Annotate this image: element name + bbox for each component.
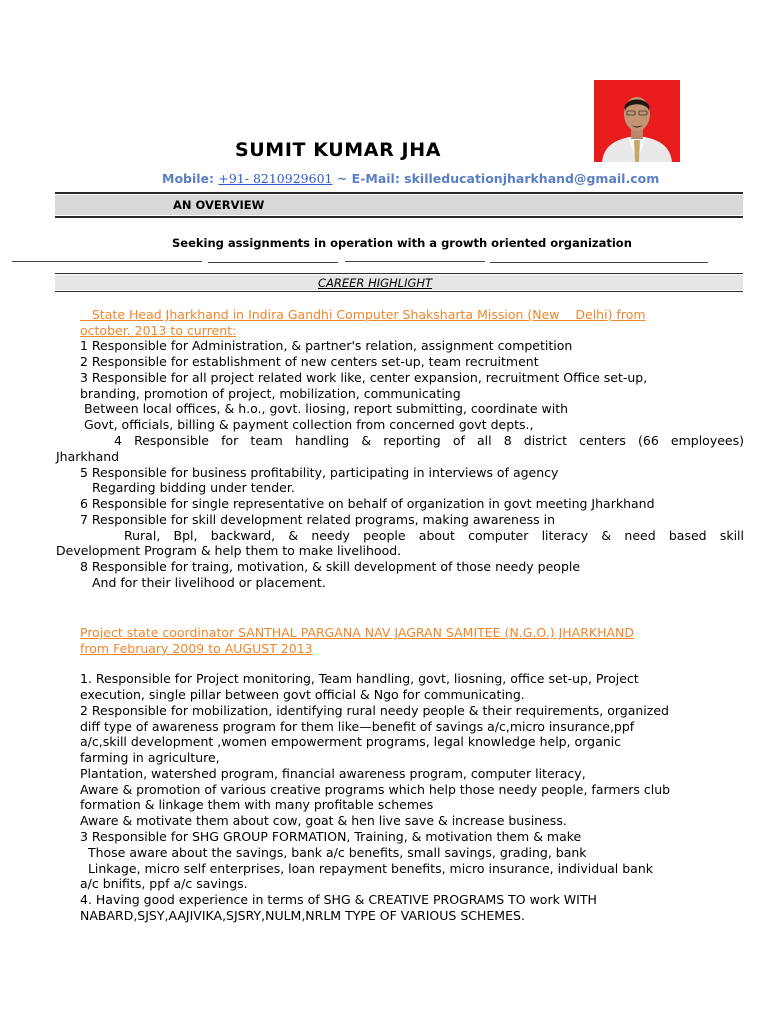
role-heading: october. 2013 to current: (80, 323, 237, 338)
phone-link[interactable]: +91- 8210929601 (218, 171, 333, 186)
role-line: Those aware about the savings, bank a/c benefits, small savings, grading, bank (80, 845, 587, 860)
role-line: a/c,skill development ,women empowerment programs, legal knowledge help, organic (80, 734, 621, 749)
role-line: 7 Responsible for skill development related programs, making awareness in (80, 512, 556, 527)
role-line: a/c bnifits, ppf a/c savings. (80, 876, 248, 891)
divider (345, 261, 485, 262)
overview-band (55, 195, 743, 215)
role-line: execution, single pillar between govt official & Ngo for communicating. (80, 687, 525, 702)
profile-photo (594, 80, 680, 162)
role-line: Between local offices, & h.o., govt. liosing, report submitting, coordinate with (80, 401, 569, 416)
divider (55, 273, 743, 274)
role-line: And for their livelihood or placement. (92, 575, 326, 590)
divider (208, 262, 338, 263)
role-line: formation & linkage them with many profitable schemes (80, 797, 434, 812)
career-band (55, 275, 743, 290)
role-line: Aware & motivate them about cow, goat & hen live save & increase business. (80, 813, 567, 828)
role-line: Govt, officials, billing & payment collection from concerned govt depts., (80, 417, 534, 432)
role-line: Plantation, watershed program, financial awareness program, computer literacy, (80, 766, 586, 781)
section-title-career: CAREER HIGHLIGHT (318, 276, 433, 290)
candidate-name: SUMIT KUMAR JHA (235, 139, 442, 161)
divider (55, 192, 743, 194)
divider (490, 262, 708, 263)
role-heading: State Head Jharkhand in Indira Gandhi Computer Shaksharta Mission (New Delhi) from (80, 307, 646, 322)
role-line: Rural, Bpl, backward, & needy people about computer literacy & need based skill (124, 528, 744, 543)
role-line: Regarding bidding under tender. (92, 480, 295, 495)
role-line: 8 Responsible for traing, motivation, & skill development of those needy people (80, 559, 581, 574)
role-line: 4 Responsible for team handling & reporting of all 8 district centers (66 employees) (114, 433, 744, 448)
role-line: Linkage, micro self enterprises, loan repayment benefits, micro insurance, individual bank (80, 861, 653, 876)
role-line: branding, promotion of project, mobilization, communicating (80, 386, 461, 401)
role-line: diff type of awareness program for them like—benefit of savings a/c,micro insurance,ppf (80, 719, 635, 734)
role-line: NABARD,SJSY,AAJIVIKA,SJSRY,NULM,NRLM TYPE OF VARIOUS SCHEMES. (80, 908, 525, 923)
objective-text: Seeking assignments in operation with a growth oriented organization (172, 236, 632, 250)
role-heading: from February 2009 to AUGUST 2013 (80, 641, 313, 656)
role-line: Development Program & help them to make livelihood. (56, 543, 402, 558)
role-line: farming in agriculture, (80, 750, 220, 765)
divider (55, 291, 743, 292)
role-line: 1 Responsible for Administration, & partner's relation, assignment competition (80, 338, 573, 353)
divider (12, 261, 202, 262)
role-line: 6 Responsible for single representative on behalf of organization in govt meeting Jharkhand (80, 496, 655, 511)
role-line: 3 Responsible for all project related work like, center expansion, recruitment Office set-up, (80, 370, 648, 385)
section-title-overview: AN OVERVIEW (173, 198, 265, 212)
role-line: Aware & promotion of various creative programs which help those needy people, farmers club (80, 782, 671, 797)
role-line: 5 Responsible for business profitability, participating in interviews of agency (80, 465, 559, 480)
divider (55, 216, 743, 218)
role-heading: Project state coordinator SANTHAL PARGANA NAV JAGRAN SAMITEE (N.G.O.) JHARKHAND (80, 625, 635, 640)
role-line: 3 Responsible for SHG GROUP FORMATION, Training, & motivation them & make (80, 829, 582, 844)
contact-line (162, 171, 659, 186)
email-label: ~ E-Mail: skilleducationjharkhand@gmail.com (332, 171, 660, 186)
mobile-label: Mobile: (162, 171, 219, 186)
role-line: 4. Having good experience in terms of SHG & CREATIVE PROGRAMS TO work WITH (80, 892, 597, 907)
role-line: 2 Responsible for establishment of new centers set-up, team recruitment (80, 354, 539, 369)
role-line: 1. Responsible for Project monitoring, Team handling, govt, liosning, office set-up, Project (80, 671, 639, 686)
role-line: Jharkhand (56, 449, 120, 464)
role-line: 2 Responsible for mobilization, identifying rural needy people & their requirements, organized (80, 703, 669, 718)
